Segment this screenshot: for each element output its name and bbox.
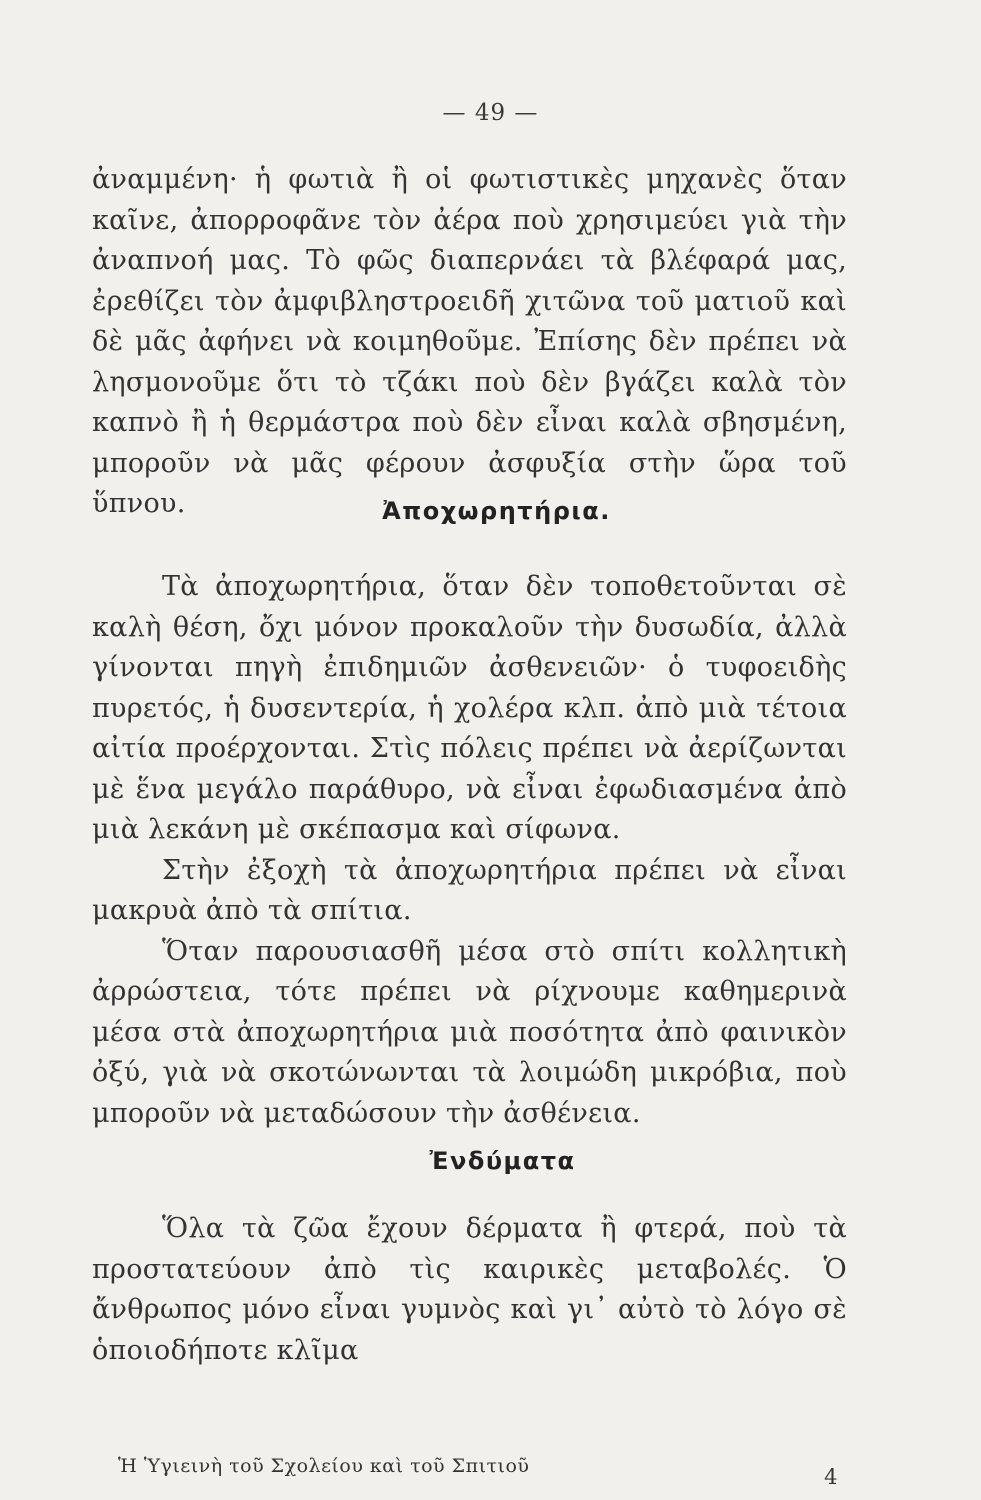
text-block-clothing <box>92 1209 847 1371</box>
text-block-intro <box>92 160 847 525</box>
signature-mark: 4 <box>824 1465 838 1489</box>
paragraph-clothing: Ὅλα τὰ ζῶα ἔχουν δέρματα ἢ φτερά, ποὺ τὰ προστατεύουν ἀπὸ τὶς καιρικὲς μεταβολές. Ὁ ἄνθρωπος μόνο εἶναι γυμνὸς καὶ γι᾿ αὐτὸ τὸ λόγο σὲ ὁποιοδήποτε κλῖμα <box>92 1213 847 1366</box>
paragraph-latrines-2: Στὴν ἐξοχὴ τὰ ἀποχωρητήρια πρέπει νὰ εἶναι μακρυὰ ἀπὸ τὰ σπίτια. <box>92 854 847 926</box>
footer-book-title: Ἡ Ὑγιεινὴ τοῦ Σχολείου καὶ τοῦ Σπιτιοῦ <box>118 1455 530 1477</box>
paragraph-latrines-3: Ὅταν παρουσιασθῆ μέσα στὸ σπίτι κολλητικὴ ἀρρώστεια, τότε πρέπει νὰ ρίχνουμε καθημερινὰ μέσα στὰ ἀποχωρητήρια μιὰ ποσότητα ἀπὸ φαινικὸν ὀξύ, γιὰ νὰ σκοτώνωνται τὰ λοιμώδη μικρόβια, ποὺ μποροῦν νὰ μεταδώσουν τὴν ἀσθένεια. <box>92 935 847 1129</box>
paragraph-latrines-1: Τὰ ἀποχωρητήρια, ὅταν δὲν τοποθετοῦνται σὲ καλὴ θέση, ὄχι μόνον προκαλοῦν τὴν δυσωδία, ἀλλὰ γίνονται πηγὴ ἐπιδημιῶν ἀσθενειῶν· ὁ τυφοειδὴς πυρετός, ἡ δυσεντερία, ἡ χολέρα κλπ. ἀπὸ μιὰ τέτοια αἰτία προέρχονται. Στὶς πόλεις πρέπει νὰ ἀερίζωνται μὲ ἕνα μεγάλο παράθυρο, νὰ εἶναι ἐφωδιασμένα ἀπὸ μιὰ λεκάνη μὲ σκέπασμα καὶ σίφωνα. <box>92 571 847 845</box>
section-heading-latrines: Ἀποχωρητήρια. <box>382 497 611 525</box>
text-block-latrines <box>92 567 847 1134</box>
page-number: — 49 — <box>442 100 539 126</box>
section-heading-clothing: Ἐνδύματα <box>429 1147 576 1175</box>
paragraph-intro: ἀναμμένη· ἡ φωτιὰ ἢ οἱ φωτιστικὲς μηχανὲς ὅταν καῖνε, ἀπορροφᾶνε τὸν ἀέρα ποὺ χρησιμεύει γιὰ τὴν ἀναπνοή μας. Τὸ φῶς διαπερνάει τὰ βλέφαρά μας, ἐρεθίζει τὸν ἀμφιβληστροειδῆ χιτῶνα τοῦ ματιοῦ καὶ δὲ μᾶς ἀφήνει νὰ κοιμηθοῦμε. Ἐπίσης δὲν πρέπει νὰ λησμονοῦμε ὅτι τὸ τζάκι ποὺ δὲν βγάζει καλὰ τὸν καπνὸ ἢ ἡ θερμάστρα ποὺ δὲν εἶναι καλὰ σβησμένη, μποροῦν νὰ μᾶς φέρουν ἀσφυξία στὴν ὥρα τοῦ ὕπνου. <box>92 164 847 519</box>
